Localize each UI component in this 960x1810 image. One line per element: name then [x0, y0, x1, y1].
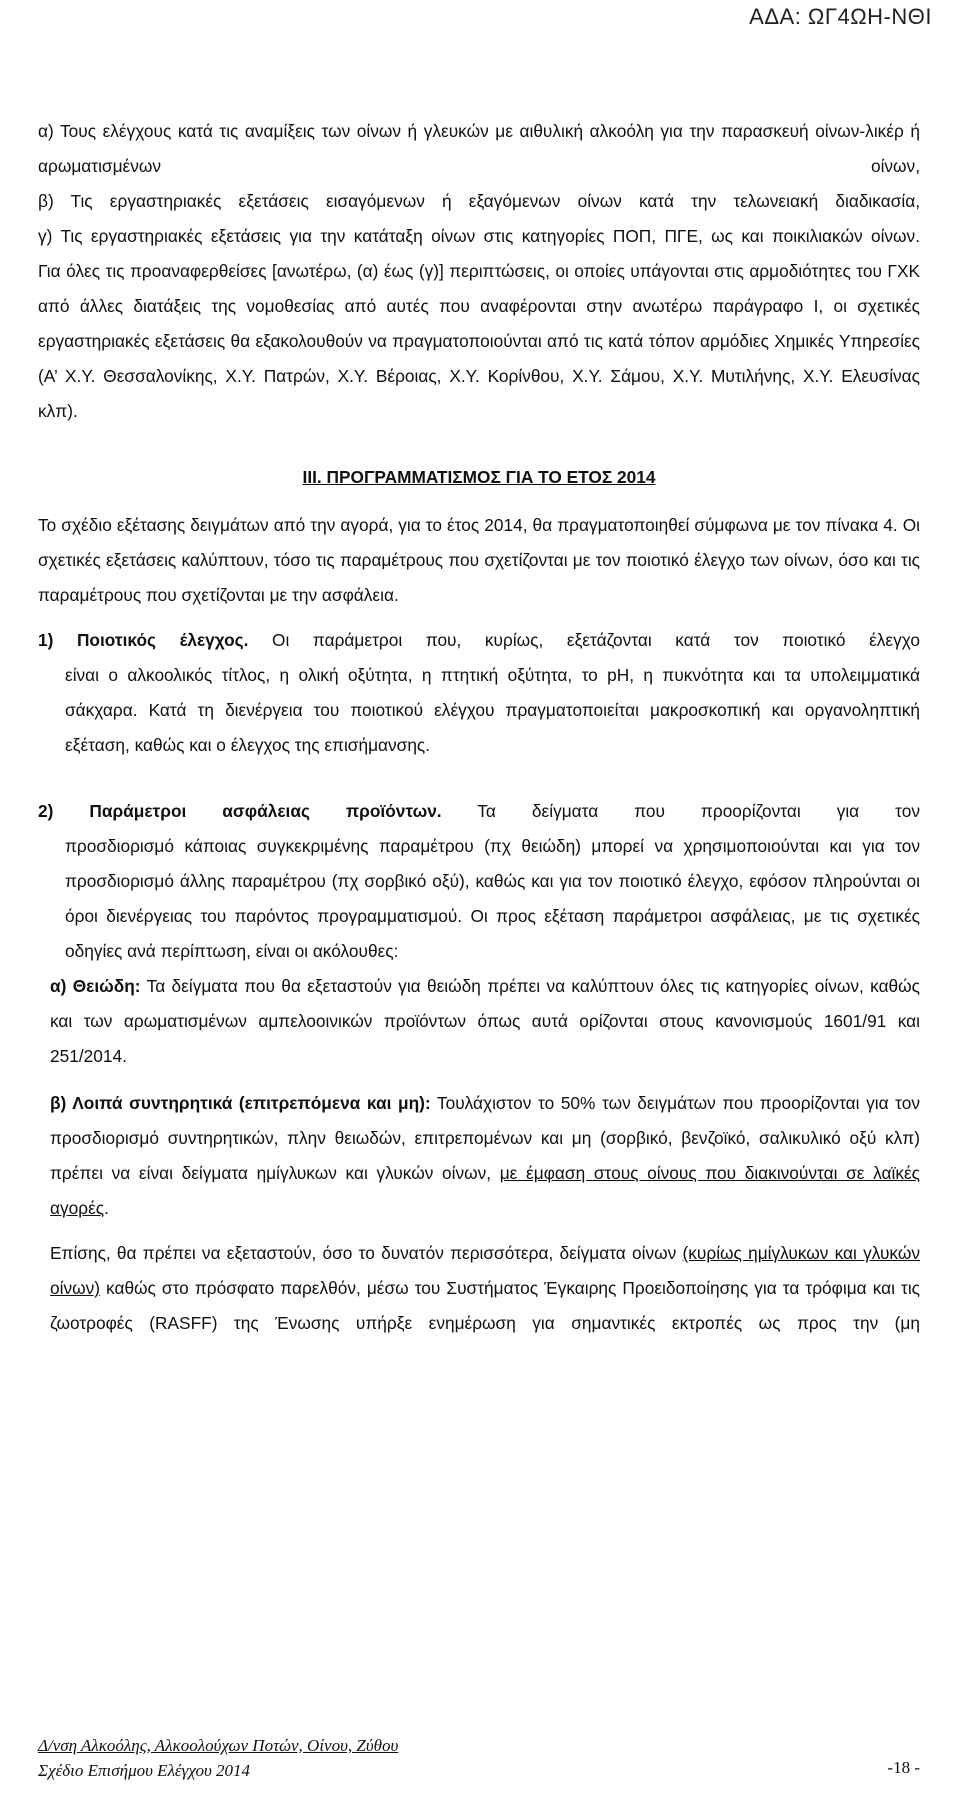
document-body	[38, 114, 920, 1341]
paragraph-plan: Το σχέδιο εξέτασης δειγμάτων από την αγορά, για το έτος 2014, θα πραγματοποιηθεί σύμφωνα με τον πίνακα 4. Οι σχετικές εξετάσεις καλύπτουν, τόσο τις παραμέτρους που σχετίζονται με τον ποιοτικό έλεγχο των οίνων, όσο και τις παραμέτρους που σχετίζονται με την ασφάλεια.	[38, 515, 920, 605]
rasff-paragraph	[38, 1236, 920, 1341]
footer-directorate: Δ/νση Αλκοόλης, Αλκοολούχων Ποτών, Οίνου, Ζύθου	[38, 1736, 399, 1755]
sulfites-title: α) Θειώδη:	[50, 976, 141, 996]
ada-code: ΑΔΑ: ΩΓ4ΩΗ-ΝΘΙ	[749, 4, 932, 29]
sulfites-text: Τα δείγματα που θα εξεταστούν για θειώδη πρέπει να καλύπτουν όλες τις κατηγορίες οίνων, καθώς και των αρωματισμένων αμπελοοινικών προϊόντων όπως αυτά ορίζονται στους κανονισμούς 1601/91 και 251/2014.	[50, 976, 920, 1066]
sulfites-paragraph	[38, 969, 920, 1074]
paragraph-a: α) Τους ελέγχους κατά τις αναμίξεις των οίνων ή γλευκών με αιθυλική αλκοόλη για την παρασκευή οίνων-λικέρ ή αρωματισμένων οίνων,	[38, 121, 920, 176]
page-footer	[38, 1733, 920, 1783]
preservatives-text: Τουλάχιστον το 50% των δειγμάτων που προορίζονται για τον προσδιορισμό συντηρητικών, πλην θειωδών, επιτρεπομένων και μη (σορβικό, βενζοϊκό, σαλικυλικό οξύ κλπ) πρέπει να είναι δείγματα ημίγλυκων και γλυκών οίνων,	[50, 1093, 920, 1183]
quality-control-title: 1) Ποιοτικός έλεγχος.	[38, 630, 249, 650]
preservatives-emphasis: με έμφαση στους οίνους που διακινούνται σε λαϊκές αγορές	[50, 1163, 920, 1218]
footer-plan-name: Σχέδιο Επισήμου Ελέγχου 2014	[38, 1761, 251, 1780]
paragraph-b: β) Τις εργαστηριακές εξετάσεις εισαγόμενων ή εξαγόμενων οίνων κατά την τελωνειακή διαδικασία,	[38, 191, 920, 211]
safety-params-title: 2) Παράμετροι ασφάλειας προϊόντων.	[38, 801, 442, 821]
quality-control-text: Οι παράμετροι που, κυρίως, εξετάζονται κατά τον ποιοτικό έλεγχο	[248, 630, 920, 650]
paragraph-cases: Για όλες τις προαναφερθείσες [ανωτέρω, (α) έως (γ)] περιπτώσεις, οι οποίες υπάγονται στις αρμοδιότητες του ΓΧΚ από άλλες διατάξεις της νομοθεσίας από αυτές που αναφέρονται στην ανωτέρω παράγραφο Ι, οι σχετικές εργαστηριακές εξετάσεις θα εξακολουθούν να πραγματοποιούνται από τις κατά τόπον αρμόδιες Χημικές Υπηρεσίες (Α’ Χ.Υ. Θεσσαλονίκης, Χ.Υ. Πατρών, Χ.Υ. Βέροιας, Χ.Υ. Κορίνθου, Χ.Υ. Σάμου, Χ.Υ. Μυτιλήνης, Χ.Υ. Ελευσίνας κλπ).	[38, 261, 920, 421]
paragraph-c: γ) Τις εργαστηριακές εξετάσεις για την κατάταξη οίνων στις κατηγορίες ΠΟΠ, ΠΓΕ, ως και ποικιλιακών οίνων.	[38, 226, 920, 246]
rasff-emphasis: (κυρίως ημίγλυκων και γλυκών οίνων)	[50, 1243, 920, 1298]
section-heading	[38, 460, 920, 495]
safety-params-text: Τα δείγματα που προορίζονται για τον	[441, 801, 920, 821]
safety-params-lead	[38, 794, 920, 829]
rasff-text-2: καθώς στο πρόσφατο παρελθόν, μέσω του Συστήματος Έγκαιρης Προειδοποίησης για τα τρόφιμα και τις ζωοτροφές (RASFF) της Ένωσης υπήρξε ενημέρωση για σημαντικές εκτροπές ως προς την (μη	[50, 1278, 920, 1333]
page-number: -18 -	[887, 1758, 920, 1777]
preservatives-end: .	[104, 1198, 109, 1218]
preservatives-title: β) Λοιπά συντηρητικά (επιτρεπόμενα και μη):	[50, 1093, 431, 1113]
quality-control-lead	[38, 623, 920, 658]
rasff-text-1: Επίσης, θα πρέπει να εξεταστούν, όσο το δυνατόν περισσότερα, δείγματα οίνων	[50, 1243, 683, 1263]
safety-params-body: προσδιορισμό κάποιας συγκεκριμένης παραμέτρου (πχ θειώδη) μπορεί να χρησιμοποιούνται και για τον προσδιορισμό άλλης παραμέτρου (πχ σορβικό οξύ), καθώς και για τον ποιοτικό έλεγχο, εφόσον πληρούνται οι όροι διενέργειας του παρόντος προγραμματισμού. Οι προς εξέταση παράμετροι ασφάλειας, με τις σχετικές οδηγίες ανά περίπτωση, είναι οι ακόλουθες:	[65, 836, 920, 961]
section-heading-text: ΙΙΙ. ΠΡΟΓΡΑΜΜΑΤΙΣΜΟΣ ΓΙΑ ΤΟ ΕΤΟΣ 2014	[302, 467, 656, 487]
preservatives-paragraph	[38, 1086, 920, 1226]
quality-control-body: είναι ο αλκοολικός τίτλος, η ολική οξύτητα, η πτητική οξύτητα, το pH, η πυκνότητα και τα υπολειμματικά σάκχαρα. Κατά τη διενέργεια του ποιοτικού ελέγχου πραγματοποιείται μακροσκοπική και οργανοληπτική εξέταση, καθώς και ο έλεγχος της επισήμανσης.	[65, 665, 920, 755]
